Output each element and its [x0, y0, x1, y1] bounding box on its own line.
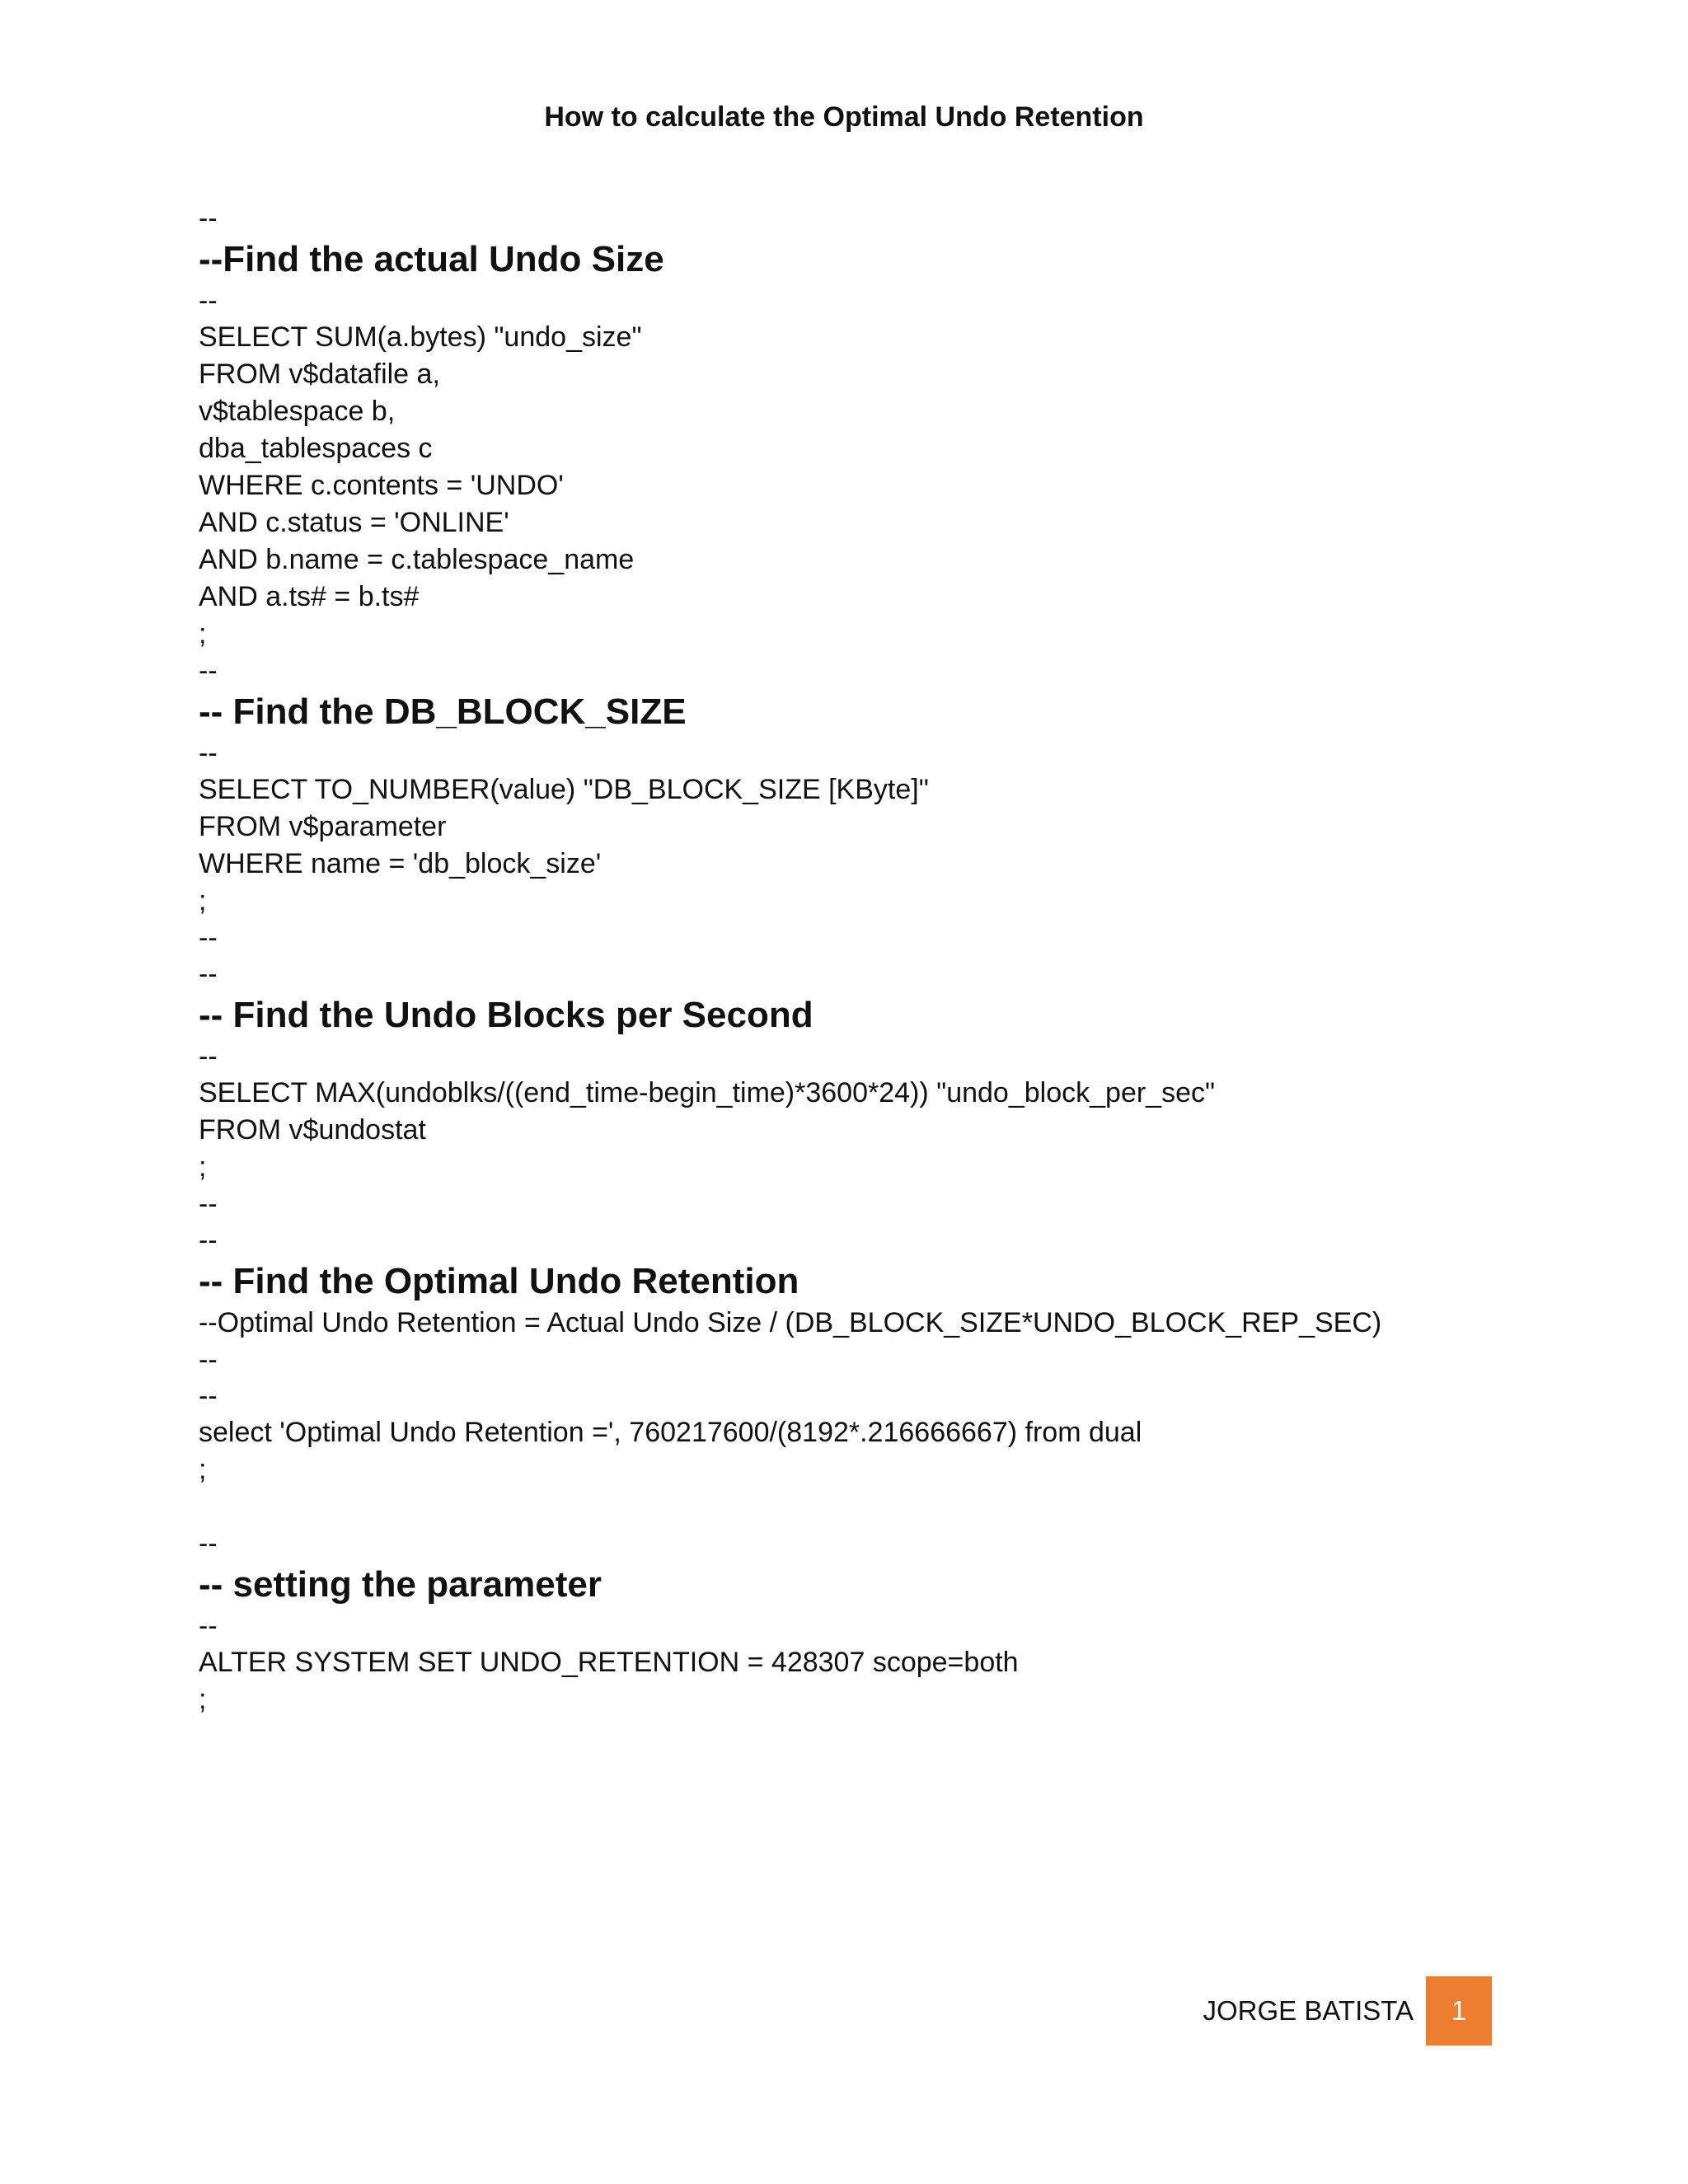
code-line: WHERE name = 'db_block_size' — [199, 848, 602, 879]
code-line: ; — [199, 885, 207, 916]
comment-separator: -- — [199, 1380, 218, 1412]
code-line: AND c.status = 'ONLINE' — [199, 507, 509, 538]
comment-separator: -- — [199, 1610, 218, 1642]
comment-separator: -- — [199, 1344, 218, 1376]
section-heading: -- Find the Optimal Undo Retention — [199, 1261, 799, 1301]
section-heading: -- setting the parameter — [199, 1564, 602, 1605]
footer-author: JORGE BATISTA — [1203, 1995, 1414, 2026]
comment-separator: -- — [199, 285, 218, 316]
code-line: SELECT TO_NUMBER(value) "DB_BLOCK_SIZE [KByte]" — [199, 774, 929, 805]
page-number-badge: 1 — [1426, 1976, 1492, 2046]
comment-separator: -- — [199, 738, 218, 769]
code-line: ; — [199, 1151, 207, 1183]
section-heading: --Find the actual Undo Size — [199, 239, 664, 279]
code-line: --Optimal Undo Retention = Actual Undo Size / (DB_BLOCK_SIZE*UNDO_BLOCK_REP_SEC) — [199, 1307, 1382, 1338]
comment-separator: -- — [199, 655, 218, 687]
comment-separator: -- — [199, 1188, 218, 1220]
comment-separator: -- — [199, 1528, 218, 1559]
comment-separator: -- — [199, 958, 218, 990]
code-line: SELECT MAX(undoblks/((end_time-begin_time)*3600*24)) "undo_block_per_sec" — [199, 1077, 1216, 1108]
blank-line — [199, 1488, 1600, 1526]
code-line: dba_tablespaces c — [199, 433, 433, 464]
page-title: How to calculate the Optimal Undo Retention — [544, 101, 1144, 133]
code-line: AND b.name = c.tablespace_name — [199, 544, 635, 575]
code-line: FROM v$undostat — [199, 1114, 426, 1146]
code-line: AND a.ts# = b.ts# — [199, 581, 420, 612]
code-line: ; — [199, 618, 207, 649]
comment-separator: -- — [199, 922, 218, 954]
comment-separator: -- — [199, 1225, 218, 1256]
comment-separator: -- — [199, 203, 218, 234]
comment-separator: -- — [199, 1041, 218, 1072]
code-line: v$tablespace b, — [199, 396, 396, 427]
section-heading: -- Find the Undo Blocks per Second — [199, 995, 814, 1035]
code-line: FROM v$parameter — [199, 811, 447, 842]
code-line: ; — [199, 1454, 207, 1485]
code-line: WHERE c.contents = 'UNDO' — [199, 470, 564, 501]
code-line: select 'Optimal Undo Retention =', 760217600/(8192*.216666667) from dual — [199, 1417, 1142, 1448]
page-footer — [1187, 1976, 1492, 2046]
code-line: FROM v$datafile a, — [199, 359, 440, 390]
code-line: ALTER SYSTEM SET UNDO_RETENTION = 428307 scope=both — [199, 1647, 1019, 1678]
document-body — [199, 200, 1600, 1718]
code-line: SELECT SUM(a.bytes) "undo_size" — [199, 321, 642, 353]
section-heading: -- Find the DB_BLOCK_SIZE — [199, 691, 687, 732]
code-line: ; — [199, 1684, 207, 1715]
